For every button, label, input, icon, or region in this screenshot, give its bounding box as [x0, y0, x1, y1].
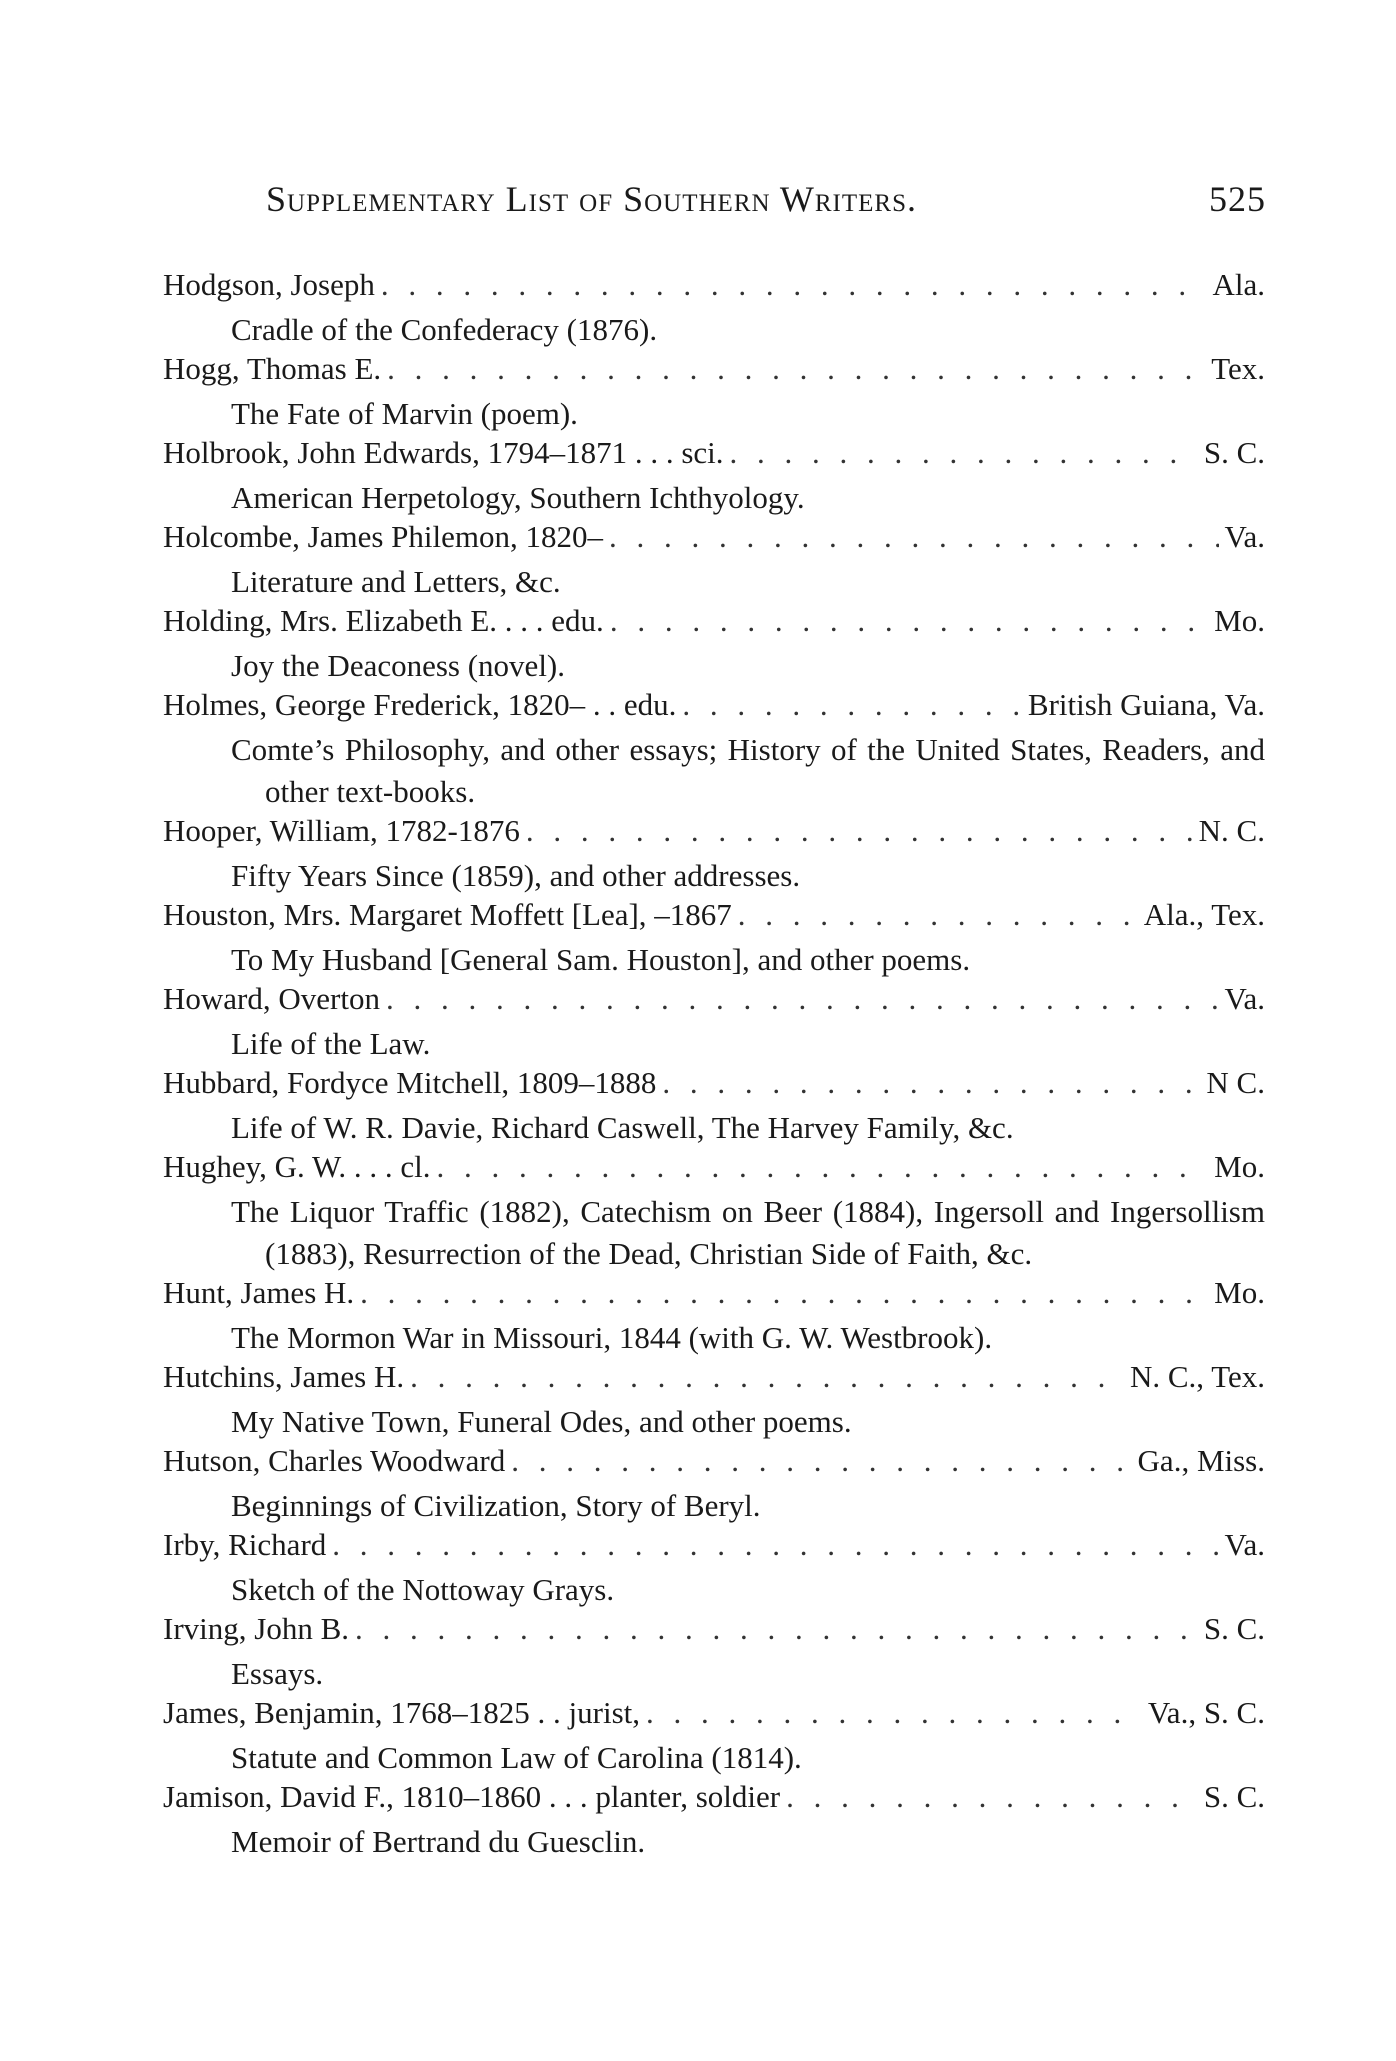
list-entry — [163, 603, 1265, 687]
entry-heading — [163, 1695, 1265, 1737]
writer-name: Hunt, James H. — [163, 1275, 355, 1310]
writer-name: James, Benjamin, 1768–1825 . . jurist, — [163, 1695, 641, 1730]
dot-leader — [738, 897, 1138, 933]
list-entry — [163, 435, 1265, 519]
running-header — [266, 178, 1266, 224]
entry-heading — [163, 435, 1265, 477]
dot-leader — [332, 1527, 1218, 1563]
list-entry — [163, 1779, 1265, 1863]
writer-state: Mo. — [1214, 1275, 1265, 1310]
writer-works: Sketch of the Nottoway Grays. — [231, 1572, 615, 1607]
writer-name: Holbrook, John Edwards, 1794–1871 . . . sci. — [163, 435, 724, 470]
writer-works: Comte’s Philosophy, and other essays; History of the United States, Readers, and other text-books. — [231, 732, 1265, 809]
writer-state: Mo. — [1214, 1149, 1265, 1184]
entry-heading — [163, 1527, 1265, 1569]
writer-state: S. C. — [1203, 1779, 1265, 1814]
list-entry — [163, 1065, 1265, 1149]
dot-leader — [730, 435, 1198, 471]
writer-state: Tex. — [1211, 351, 1265, 386]
list-entry — [163, 687, 1265, 813]
writer-works: Life of the Law. — [231, 1026, 431, 1061]
list-entry — [163, 1611, 1265, 1695]
dot-leader — [786, 1779, 1198, 1815]
writer-works: Beginnings of Civilization, Story of Beryl. — [231, 1488, 761, 1523]
list-entry — [163, 897, 1265, 981]
writer-works: Essays. — [231, 1656, 324, 1691]
entry-heading — [163, 813, 1265, 855]
writer-name: Hooper, William, 1782-1876 — [163, 813, 520, 848]
writer-state: Va. — [1224, 1527, 1265, 1562]
writer-name: Holding, Mrs. Elizabeth E. . . . edu. — [163, 603, 604, 638]
writer-works: My Native Town, Funeral Odes, and other poems. — [231, 1404, 852, 1439]
writer-name: Irby, Richard — [163, 1527, 327, 1562]
writer-name: Irving, John B. — [163, 1611, 349, 1646]
dot-leader — [609, 519, 1219, 555]
dot-leader — [360, 1275, 1208, 1311]
list-entry — [163, 1149, 1265, 1275]
entry-heading — [163, 1443, 1265, 1485]
writer-works: Joy the Deaconess (novel). — [231, 648, 566, 683]
dot-leader — [381, 267, 1207, 303]
dot-leader — [355, 1611, 1198, 1647]
writer-works: Cradle of the Confederacy (1876). — [231, 312, 658, 347]
writer-state: N. C., Tex. — [1129, 1359, 1265, 1394]
writer-works: Literature and Letters, &c. — [231, 564, 561, 599]
entry-heading — [163, 1779, 1265, 1821]
writer-name: Hutson, Charles Woodward — [163, 1443, 506, 1478]
entry-heading — [163, 1065, 1265, 1107]
list-entry — [163, 813, 1265, 897]
writer-state: Ala. — [1212, 267, 1265, 302]
writer-works: The Fate of Marvin (poem). — [231, 396, 578, 431]
dot-leader — [646, 1695, 1142, 1731]
entry-heading — [163, 1275, 1265, 1317]
entry-heading — [163, 519, 1265, 561]
running-title: Supplementary List of Southern Writers. — [266, 179, 918, 219]
writer-state: Ga., Miss. — [1137, 1443, 1265, 1478]
dot-leader — [387, 351, 1205, 387]
dot-leader — [526, 813, 1193, 849]
writer-works: To My Husband [General Sam. Houston], and other poems. — [231, 942, 971, 977]
writer-works: The Mormon War in Missouri, 1844 (with G. W. Westbrook). — [231, 1320, 993, 1355]
list-entry — [163, 351, 1265, 435]
entry-heading — [163, 603, 1265, 645]
dot-leader — [437, 1149, 1209, 1185]
dot-leader — [386, 981, 1219, 1017]
writer-state: British Guiana, Va. — [1027, 687, 1265, 722]
writer-name: Holcombe, James Philemon, 1820– — [163, 519, 603, 554]
list-entry — [163, 267, 1265, 351]
dot-leader — [682, 687, 1022, 723]
writer-state: Va. — [1224, 519, 1265, 554]
writer-state: Va., S. C. — [1147, 1695, 1265, 1730]
writer-state: Ala., Tex. — [1143, 897, 1265, 932]
dot-leader — [410, 1359, 1124, 1395]
list-entry — [163, 1359, 1265, 1443]
entry-heading — [163, 267, 1265, 309]
writer-name: Hughey, G. W. . . . cl. — [163, 1149, 431, 1184]
writer-works: American Herpetology, Southern Ichthyology. — [231, 480, 805, 515]
list-entry — [163, 1695, 1265, 1779]
writer-state: S. C. — [1203, 435, 1265, 470]
writer-state: N. C. — [1198, 813, 1265, 848]
writer-state: Mo. — [1214, 603, 1265, 638]
writer-list — [163, 267, 1265, 1863]
writer-works: The Liquor Traffic (1882), Catechism on Beer (1884), Ingersoll and Ingersollism (1883), Resurrection of the Dead, Christian Side of Faith, &c. — [231, 1194, 1265, 1271]
writer-works: Statute and Common Law of Carolina (1814). — [231, 1740, 802, 1775]
writer-name: Hubbard, Fordyce Mitchell, 1809–1888 — [163, 1065, 657, 1100]
writer-name: Hodgson, Joseph — [163, 267, 375, 302]
entry-heading — [163, 687, 1265, 729]
page-number: 525 — [1209, 179, 1266, 219]
dot-leader — [511, 1443, 1131, 1479]
writer-name: Holmes, George Frederick, 1820– . . edu. — [163, 687, 677, 722]
writer-works: Fifty Years Since (1859), and other addresses. — [231, 858, 801, 893]
list-entry — [163, 519, 1265, 603]
dot-leader — [610, 603, 1208, 639]
list-entry — [163, 1443, 1265, 1527]
entry-heading — [163, 1611, 1265, 1653]
entry-heading — [163, 981, 1265, 1023]
list-entry — [163, 1275, 1265, 1359]
writer-works: Life of W. R. Davie, Richard Caswell, The Harvey Family, &c. — [231, 1110, 1014, 1145]
dot-leader — [662, 1065, 1200, 1101]
writer-state: N C. — [1206, 1065, 1265, 1100]
writer-name: Houston, Mrs. Margaret Moffett [Lea], –1867 — [163, 897, 732, 932]
list-entry — [163, 981, 1265, 1065]
entry-heading — [163, 351, 1265, 393]
entry-heading — [163, 897, 1265, 939]
entry-heading — [163, 1359, 1265, 1401]
writer-name: Jamison, David F., 1810–1860 . . . planter, soldier — [163, 1779, 781, 1814]
writer-works: Memoir of Bertrand du Guesclin. — [231, 1824, 646, 1859]
list-entry — [163, 1527, 1265, 1611]
writer-state: Va. — [1224, 981, 1265, 1016]
writer-name: Howard, Overton — [163, 981, 380, 1016]
entry-heading — [163, 1149, 1265, 1191]
writer-name: Hutchins, James H. — [163, 1359, 405, 1394]
writer-name: Hogg, Thomas E. — [163, 351, 382, 386]
writer-state: S. C. — [1203, 1611, 1265, 1646]
